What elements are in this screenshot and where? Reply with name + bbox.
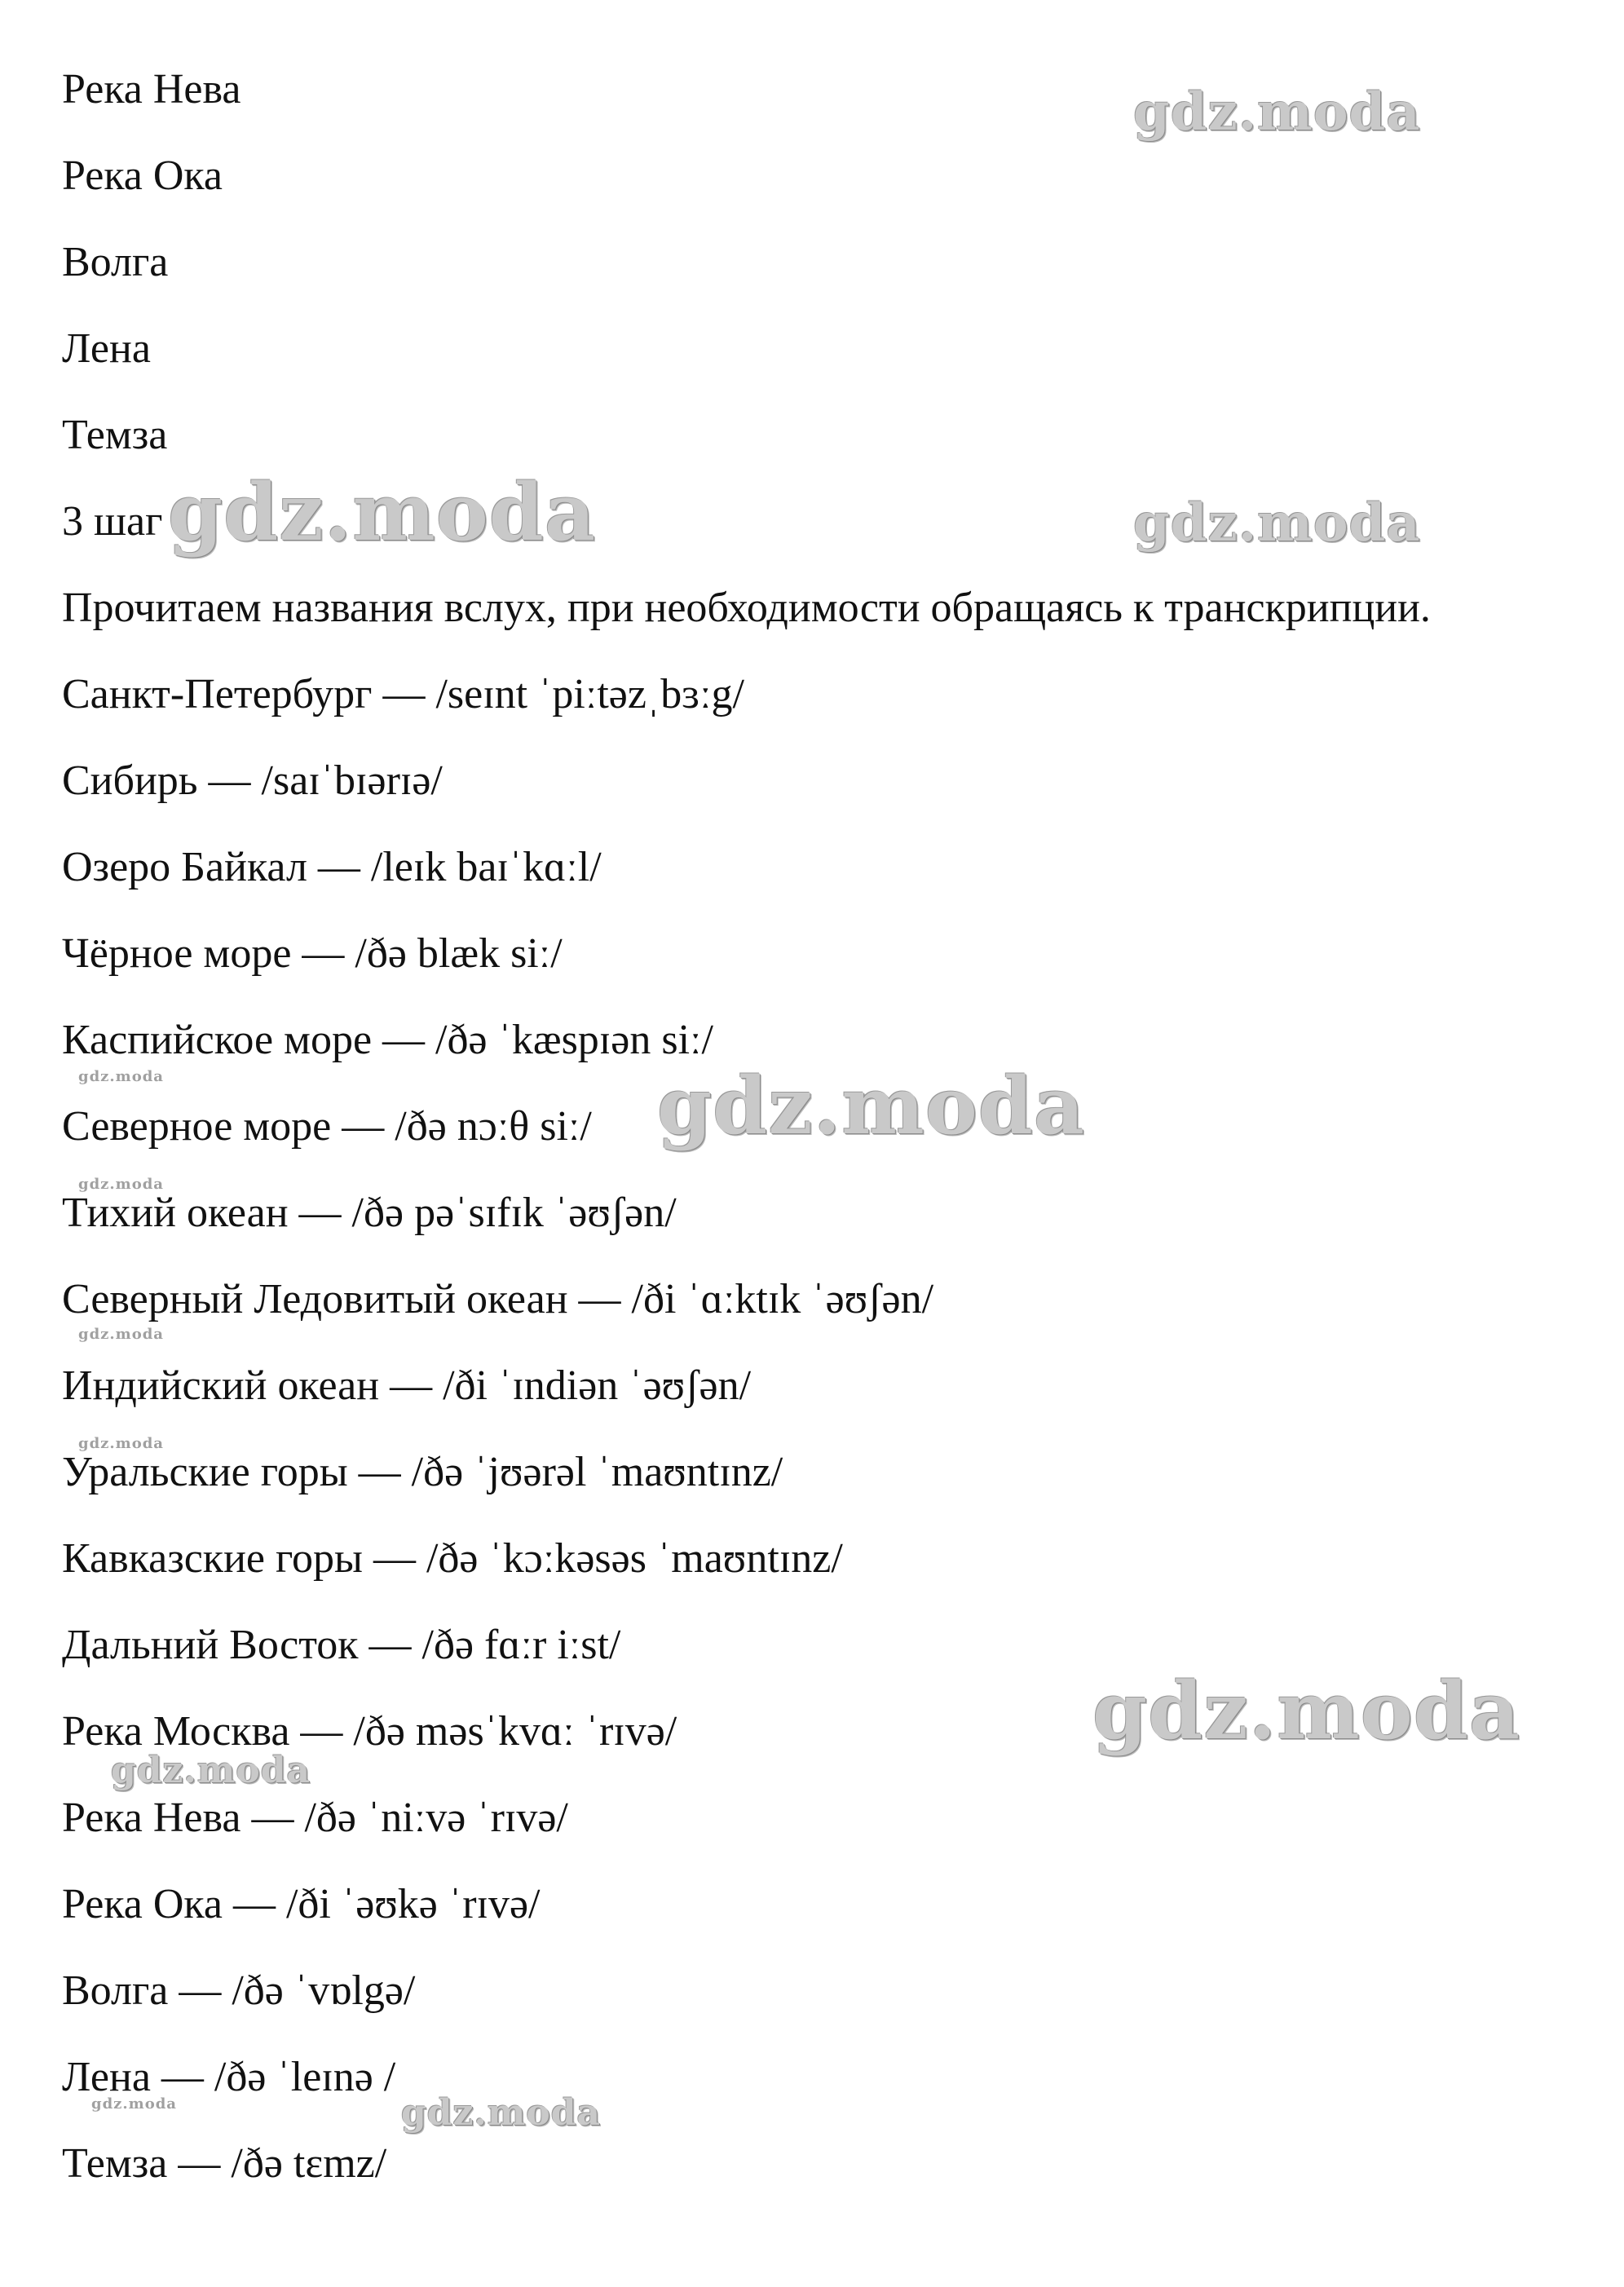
transcription-line-10: Уральские горы — /ðə ˈjʊərəl ˈmaʊntɪnz/ <box>62 1449 783 1495</box>
transcription-line-2: Сибирь — /saɪˈbɪərɪə/ <box>62 757 443 804</box>
watermark-logo: gdz.moda <box>1092 1665 1521 1757</box>
transcription-line-8: Северный Ледовитый океан — /ði ˈɑːktɪk ˈəʊʃən/ <box>62 1276 934 1322</box>
watermark-logo: gdz.moda <box>78 1068 164 1085</box>
watermark-logo: gdz.moda <box>1133 492 1421 554</box>
transcription-line-4: Чёрное море — /ðə blæk siː/ <box>62 930 563 977</box>
watermark-logo: gdz.moda <box>91 2095 177 2113</box>
instruction-text: Прочитаем названия вслух, при необходимости обращаясь к транскрипции. <box>62 585 1431 631</box>
transcription-line-17: Лена — /ðə ˈleɪnə / <box>62 2054 396 2100</box>
watermark-logo: gdz.moda <box>168 466 597 559</box>
transcription-line-12: Дальний Восток — /ðə fɑːr iːst/ <box>62 1622 621 1668</box>
text-line-1: Река Нева <box>62 66 241 113</box>
transcription-line-18: Темза — /ðə tɛmz/ <box>62 2140 387 2187</box>
text-line-5: Темза <box>62 412 168 458</box>
watermark-logo: gdz.moda <box>78 1176 164 1193</box>
transcription-line-3: Озеро Байкал — /leɪk baɪˈkɑːl/ <box>62 844 602 890</box>
watermark-logo: gdz.moda <box>1133 82 1421 143</box>
transcription-line-9: Индийский океан — /ði ˈɪndiən ˈəʊʃən/ <box>62 1362 752 1409</box>
text-line-4: Лена <box>62 325 151 372</box>
watermark-logo: gdz.moda <box>657 1060 1086 1152</box>
watermark-logo: gdz.moda <box>78 1326 164 1343</box>
transcription-line-14: Река Нева — /ðə ˈniːvə ˈrɪvə/ <box>62 1795 568 1841</box>
watermark-logo: gdz.moda <box>78 1435 164 1452</box>
step-heading: 3 шаг <box>62 498 163 545</box>
transcription-line-15: Река Ока — /ði ˈəʊkə ˈrɪvə/ <box>62 1881 541 1927</box>
transcription-line-7: Тихий океан — /ðə pəˈsɪfɪk ˈəʊʃən/ <box>62 1190 677 1236</box>
text-line-2: Река Ока <box>62 152 223 199</box>
watermark-logo: gdz.moda <box>401 2092 602 2134</box>
transcription-line-11: Кавказские горы — /ðə ˈkɔːkəsəs ˈmaʊntɪnz/ <box>62 1535 843 1582</box>
transcription-line-16: Волга — /ðə ˈvɒlgə/ <box>62 1967 416 2014</box>
watermark-logo: gdz.moda <box>111 1750 311 1791</box>
transcription-line-1: Санкт-Петербург — /seɪnt ˈpiːtəzˌbɜːg/ <box>62 671 744 717</box>
transcription-line-6: Северное море — /ðə nɔːθ siː/ <box>62 1103 592 1150</box>
text-line-3: Волга <box>62 239 169 285</box>
transcription-line-13: Река Москва — /ðə məsˈkvɑː ˈrɪvə/ <box>62 1708 677 1755</box>
transcription-line-5: Каспийское море — /ðə ˈkæspɪən siː/ <box>62 1017 713 1063</box>
